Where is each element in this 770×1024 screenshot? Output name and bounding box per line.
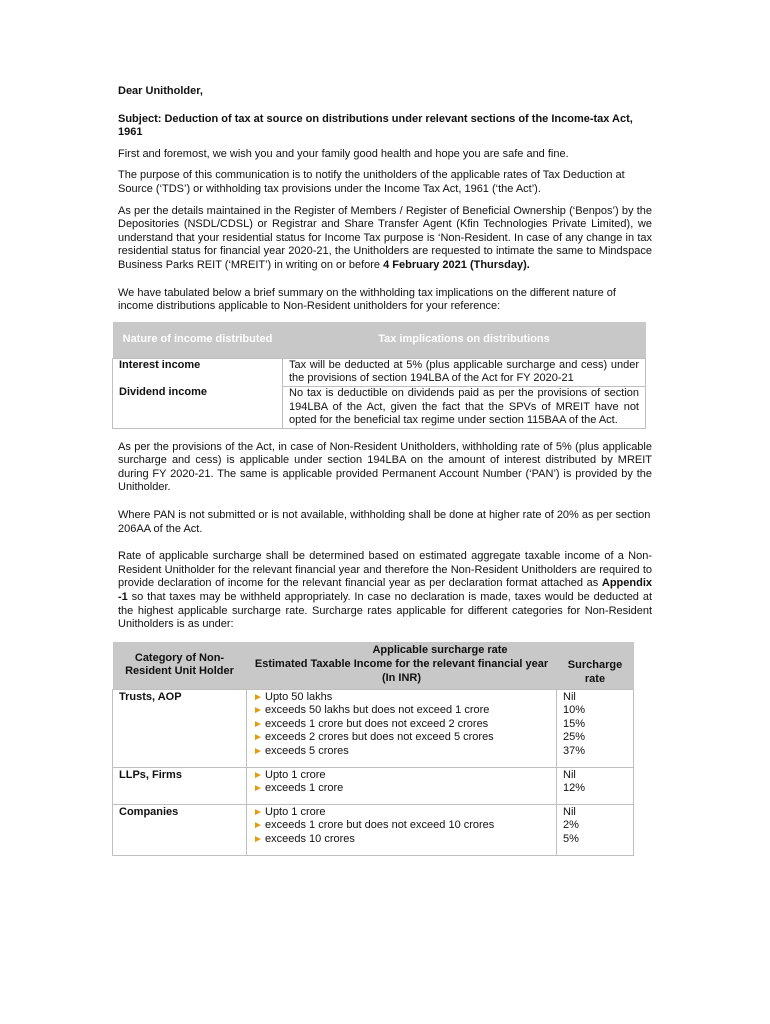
income-cell: [247, 767, 557, 804]
surcharge-table: [112, 642, 634, 856]
category-cell: Companies: [113, 804, 247, 855]
deadline-date: 4 February 2021 (Thursday).: [383, 258, 530, 271]
arrow-bullet-icon: ►: [253, 732, 263, 744]
letter-page: [118, 85, 652, 856]
table-row: [113, 767, 634, 804]
subject-line: Subject: Deduction of tax at source on distributions under relevant sections of the Income-tax Act, 1961: [118, 112, 633, 139]
list-item: ► exceeds 2 crores but does not exceed 5 crores: [253, 731, 494, 744]
header-nature-of-income: Nature of income distributed: [113, 322, 283, 359]
withholding-tax-table: [112, 322, 646, 429]
arrow-bullet-icon: ►: [253, 833, 263, 845]
table-row: [113, 358, 646, 386]
table-row: [113, 386, 646, 428]
nature-cell: Dividend income: [113, 386, 283, 428]
category-cell: Trusts, AOP: [113, 689, 247, 767]
surcharge-text-a: Rate of applicable surcharge shall be determined based on estimated aggregate taxable income of a Non-Resident Unitholder for the relevant financial year and therefore the Non-Resident Unitholders are required to provide declaration of income for the relevant financial year as per declaration format attached as: [118, 550, 652, 590]
arrow-bullet-icon: ►: [253, 718, 263, 730]
paragraph-pan: Where PAN is not submitted or is not available, withholding shall be done at higher rate of 20% as per section 206AA of the Act.: [118, 509, 651, 535]
arrow-bullet-icon: ►: [253, 769, 263, 781]
paragraph-purpose: The purpose of this communication is to notify the unitholders of the applicable rates of Tax Deduction at Source (‘TDS’) or withholding tax provisions under the Income Tax Act, 1961 (‘the Act’).: [118, 169, 625, 195]
list-item: ► exceeds 1 crore but does not exceed 2 crores: [253, 717, 489, 730]
arrow-bullet-icon: ►: [253, 820, 263, 832]
salutation: Dear Unitholder,: [118, 85, 203, 97]
appendix-reference: Appendix -1: [118, 577, 652, 604]
paragraph-surcharge: [118, 550, 652, 632]
list-item: ► exceeds 1 crore but does not exceed 10 crores: [253, 819, 495, 832]
header-applicable-surcharge: Applicable surcharge rate: [247, 642, 634, 658]
implication-cell: Tax will be deducted at 5% (plus applicable surcharge and cess) under the provisions of section 194LBA of the Act for FY 2020-21: [283, 358, 646, 386]
nature-cell: Interest income: [113, 358, 283, 386]
arrow-bullet-icon: ►: [253, 705, 263, 717]
paragraph-summary-intro: We have tabulated below a brief summary on the withholding tax implications on the different nature of income distributions applicable to Non-Resident unitholders for your reference:: [118, 286, 616, 313]
header-surcharge-rate: Surcharge rate: [557, 657, 634, 689]
list-item: ► exceeds 5 crores: [253, 744, 349, 757]
paragraph-greeting: First and foremost, we wish you and your family good health and hope you are safe and fine.: [118, 147, 569, 160]
table-row: [113, 689, 634, 767]
surcharge-text-b: so that taxes may be withheld appropriately. In case no declaration is made, taxes would be deducted at the highest applicable surcharge rate. Surcharge rates applicable for different categories for Non-Resident Unitholders is as under:: [118, 591, 652, 631]
header-category: Category of Non-Resident Unit Holder: [113, 642, 247, 689]
paragraph-withholding-rate: As per the provisions of the Act, in case of Non-Resident Unitholders, withholding rate of 5% (plus applicable surcharge and cess) is applicable under section 194LBA on the amount of interest distributed by MREIT during FY 2020-21. The same is applicable provided Permanent Account Number (‘PAN’) is provided by the Unitholder.: [118, 440, 652, 494]
income-cell: [247, 804, 557, 855]
income-cell: [247, 689, 557, 767]
rate-cell: Nil 10% 15% 25% 37%: [557, 689, 634, 767]
arrow-bullet-icon: ►: [253, 783, 263, 795]
header-tax-implications: Tax implications on distributions: [283, 322, 646, 359]
table-row: [113, 804, 634, 855]
category-cell: LLPs, Firms: [113, 767, 247, 804]
rate-cell: Nil 2% 5%: [557, 804, 634, 855]
list-item: ► exceeds 1 crore: [253, 782, 344, 795]
implication-cell: No tax is deductible on dividends paid as per the provisions of section 194LBA of the Act, given the fact that the SPVs of MREIT have not opted for the beneficial tax regime under section 115BAA of the Act.: [283, 386, 646, 428]
rate-cell: Nil 12%: [557, 767, 634, 804]
list-item: ► Upto 1 crore: [253, 768, 326, 781]
arrow-bullet-icon: ►: [253, 806, 263, 818]
paragraph-residential-status: [118, 205, 652, 273]
list-item: ► exceeds 50 lakhs but does not exceed 1 crore: [253, 704, 490, 717]
arrow-bullet-icon: ►: [253, 691, 263, 703]
list-item: ► Upto 1 crore: [253, 805, 326, 818]
list-item: ► Upto 50 lakhs: [253, 690, 333, 703]
residential-status-text: As per the details maintained in the Register of Members / Register of Beneficial Ownership (‘Benpos’) by the Depositories (NSDL/CDSL) or Registrar and Share Transfer Agent (Kfin Technologies Private Limited), we understand that your residential status for Income Tax purpose is ‘Non-Resident. In case of any change in tax residential status for financial year 2020-21, the Unitholders are requested to intimate the same to Mindspace Business Parks REIT (‘MREIT’) in writing on or before: [118, 204, 652, 271]
header-taxable-income: Estimated Taxable Income for the relevant financial year (In INR): [247, 657, 557, 689]
arrow-bullet-icon: ►: [253, 745, 263, 757]
list-item: ► exceeds 10 crores: [253, 832, 355, 845]
